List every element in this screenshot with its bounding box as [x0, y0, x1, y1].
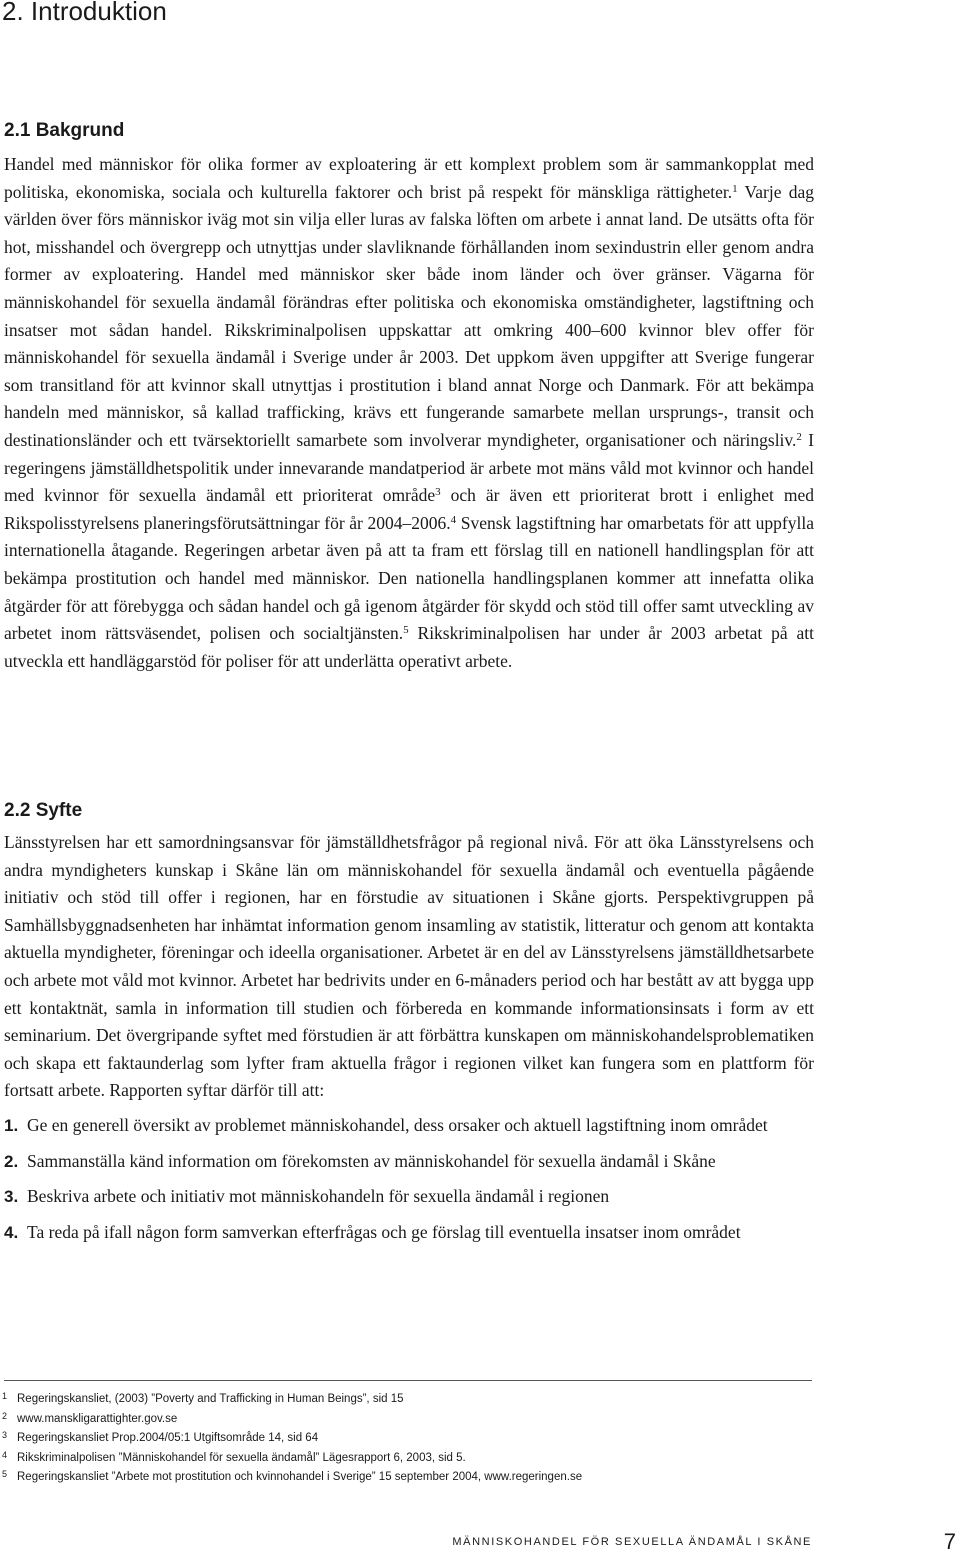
footnote-ref-1[interactable]: 1: [732, 182, 738, 195]
footnote-ref-4[interactable]: 4: [450, 513, 457, 526]
chapter-title: 2. Introduktion: [2, 0, 167, 26]
bakgrund-paragraph: [4, 151, 814, 675]
syfte-paragraph: Länsstyrelsen har ett samordningsansvar för jämställdhetsfrågor på regional nivå. För att öka Länsstyrelsens och andra myndigheters kunskap i Skåne län om människohandel för sexuella ändamål och eventuella pågående initiativ och stöd till offer i regionen, har en förstudie av situationen i Skåne gjorts. Perspektivgruppen på Samhällsbyggnadsenheten har inhämtat information genom insamling av statistik, litteratur och genom att kontakta aktuella myndigheter, föreningar och ideella organisationer. Arbetet är en del av Länsstyrelsens jämställdhetsarbete och arbete mot våld mot kvinnor. Arbetet har bedrivits under en 6-månaders period och har bestått av att bygga upp ett kontaktnät, samla in information till studien och förbereda en kommande informationsinsats i form av ett seminarium. Det övergripande syftet med förstudien är att förbättra kunskapen om människohandelsproblematiken och skapa ett faktaunderlag som lyfter fram aktuella frågor i regionen vilket kan fungera som en plattform för fortsatt arbete. Rapporten syftar därför till att:: [4, 832, 814, 1101]
footnote-text: Regeringskansliet Prop.2004/05:1 Utgiftsområde 14, sid 64: [17, 1432, 319, 1444]
footnotes-list: [2, 1390, 582, 1488]
list-item-text: Ge en generell översikt av problemet människohandel, dess orsaker och aktuell lagstiftning inom området: [27, 1115, 768, 1135]
list-number: 2.: [4, 1151, 19, 1171]
footnote-text: Regeringskansliet ”Arbete mot prostitution och kvinnohandel i Sverige” 15 september 2004, www.regeringen.se: [17, 1471, 583, 1483]
footnote-ref-5[interactable]: 5: [403, 624, 409, 637]
footnote-number: 1: [2, 1391, 8, 1401]
text-run: Rikskriminalpolisen har under år 2003 arbetat på att utveckla ett handläggarstöd för poliser för att underlätta operativt arbete.: [4, 623, 814, 671]
list-item: [4, 1112, 814, 1140]
goals-list: [4, 1112, 814, 1254]
text-run: Varje dag världen över förs människor iväg mot sin vilja eller luras av falska löften om arbete i annat land. De utsätts ofta för hot, misshandel och övergrepp och utnyttjas under slavliknande förhållanden inom sexindustrin eller genom andra former av exploatering. Handel med människor sker både inom länder och över gränser. Vägarna för människohandel för sexuella ändamål förändras efter politiska och ekonomiska omständigheter, lagstiftning och insatser mot sådan handel. Rikskriminalpolisen uppskattar att omkring 400–600 kvinnor blev offer för människohandel för sexuella ändamål i Sverige under år 2003. Det uppkom även uppgifter att Sverige fungerar som transitland för att kvinnor skall utnyttjas i prostitution i bland annat Norge och Danmark. För att bekämpa handeln med människor, så kallad trafficking, krävs ett fungerande samarbete mellan ursprungs-, transit och destinationsländer och ett tvärsektoriellt samarbete som involverar myndigheter, organisationer och näringsliv.: [4, 181, 814, 450]
text-run: och är även ett prioriterat brott i enlighet med Rikspolisstyrelsens planeringsförutsättningar för år 2004–2006.: [4, 485, 814, 533]
section-heading-bakgrund: 2.1 Bakgrund: [4, 120, 125, 141]
list-number: 1.: [4, 1116, 19, 1135]
text-run: I regeringens jämställdhetspolitik under innevarande mandatperiod är arbete mot mäns våld mot kvinnor och handel med kvinnor för sexuella ändamål ett prioriterat område: [4, 429, 815, 506]
footnote-text[interactable]: www.manskligarattighter.gov.se: [17, 1412, 178, 1425]
footnote: [2, 1390, 582, 1410]
footnote: [2, 1468, 582, 1488]
footnote-number: 3: [2, 1430, 8, 1440]
footnote-number: 2: [2, 1410, 8, 1421]
page-number: 7: [943, 1529, 956, 1554]
text-run: Handel med människor för olika former av exploatering är ett komplext problem som är sammankopplat med politiska, ekonomiska, sociala och kulturella faktorer och brist på respekt för mänskliga rättigheter.: [4, 154, 814, 202]
footnote-text: Regeringskansliet, (2003) ”Poverty and Trafficking in Human Beings”, sid 15: [17, 1393, 404, 1405]
list-item-text: Beskriva arbete och initiativ mot människohandeln för sexuella ändamål i regionen: [27, 1186, 610, 1207]
list-item: [4, 1219, 814, 1247]
footnote-ref-3[interactable]: 3: [435, 486, 441, 499]
list-item: [4, 1183, 814, 1211]
running-footer-title: MÄNNISKOHANDEL FÖR SEXUELLA ÄNDAMÅL I SKÅNE: [452, 1536, 812, 1548]
footnote: [2, 1449, 582, 1469]
list-item: [4, 1148, 814, 1176]
footnote-text: Rikskriminalpolisen ”Människohandel för sexuella ändamål” Lägesrapport 6, 2003, sid 5.: [17, 1451, 466, 1464]
section-heading-syfte: 2.2 Syfte: [4, 800, 83, 821]
footnote-number: 4: [2, 1449, 8, 1460]
footnote-ref-2[interactable]: 2: [796, 430, 802, 443]
list-number: 3.: [4, 1187, 19, 1207]
footnote: [2, 1429, 582, 1449]
footnote: [2, 1410, 582, 1430]
footnote-divider: [4, 1380, 812, 1381]
list-number: 4.: [4, 1222, 19, 1242]
list-item-text: Ta reda på ifall någon form samverkan efterfrågas och ge förslag till eventuella insatser inom området: [27, 1221, 741, 1242]
footnote-number: 5: [2, 1469, 8, 1479]
text-run: Svensk lagstiftning har omarbetats för att uppfylla internationella åtagande. Regeringen arbetar även på att ta fram ett förslag till en nationell handlingsplan för att bekämpa prostitution och handel med människor. Den nationella handlingsplanen kommer att innefatta olika åtgärder för att förebygga och sådan handel och gå igenom åtgärder för skydd och stöd till offer samt utveckling av arbetet inom rättsväsendet, polisen och socialtjänsten.: [4, 512, 814, 644]
list-item-text: Sammanställa känd information om förekomsten av människohandel för sexuella ändamål i Skåne: [27, 1150, 716, 1171]
